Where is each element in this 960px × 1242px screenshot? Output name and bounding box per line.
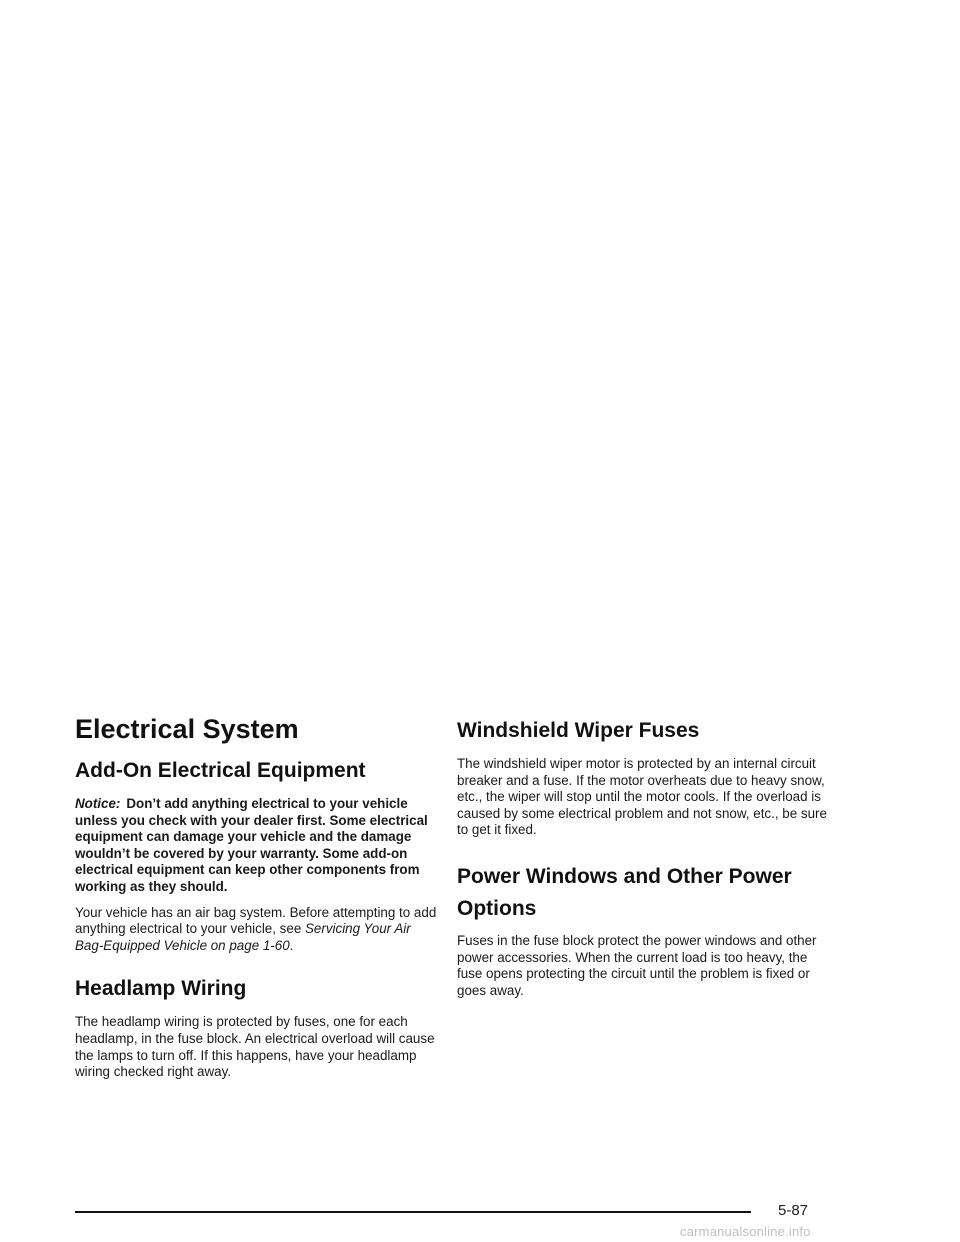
notice-paragraph [75,796,437,896]
right-column [457,712,827,1021]
air-bag-paragraph [75,905,437,955]
section-heading-headlamp-wiring: Headlamp Wiring [75,977,247,1001]
footer-rule [75,1211,751,1213]
section-heading-windshield-wiper-fuses: Windshield Wiper Fuses [457,719,700,742]
watermark-text: carmanualsonline.info [680,1224,811,1239]
air-bag-text: Your vehicle has an air bag system. Before attempting to add anything electrical to your vehicle, see [75,904,437,937]
notice-label: Notice: [75,796,121,811]
section-heading-add-on-electrical: Add-On Electrical Equipment [75,759,366,782]
page-number: 5-87 [778,1202,809,1219]
windshield-wiper-paragraph: The windshield wiper motor is protected by an internal circuit breaker and a fuse. If the motor overheats due to heavy snow, etc., the wiper will stop until the motor cools. If the overload is caused by some electrical problem and not snow, etc., be sure to get it fixed. [457,756,827,838]
notice-text: Don’t add anything electrical to your vehicle unless you check with your dealer first. Some electrical equipment can damage your vehicle and the damage wouldn’t be covered by your warranty. Some add-on electrical equipment can keep other components from working as they should. [75,796,428,894]
page-title: Electrical System [75,714,299,744]
left-column [75,712,437,1103]
page-reference-link[interactable]: Servicing Your Air Bag-Equipped Vehicle on page 1-60 [75,921,411,953]
headlamp-wiring-paragraph: The headlamp wiring is protected by fuses, one for each headlamp, in the fuse block. An electrical overload will cause the lamps to turn off. If this happens, have your headlamp wiring checked right away. [75,1014,435,1080]
section-heading-power-windows: Power Windows and Other Power Options [457,864,792,920]
air-bag-text-end: . [289,937,294,953]
power-windows-paragraph: Fuses in the fuse block protect the power windows and other power accessories. When the current load is too heavy, the fuse opens protecting the circuit until the problem is fixed or goes away. [457,932,817,998]
